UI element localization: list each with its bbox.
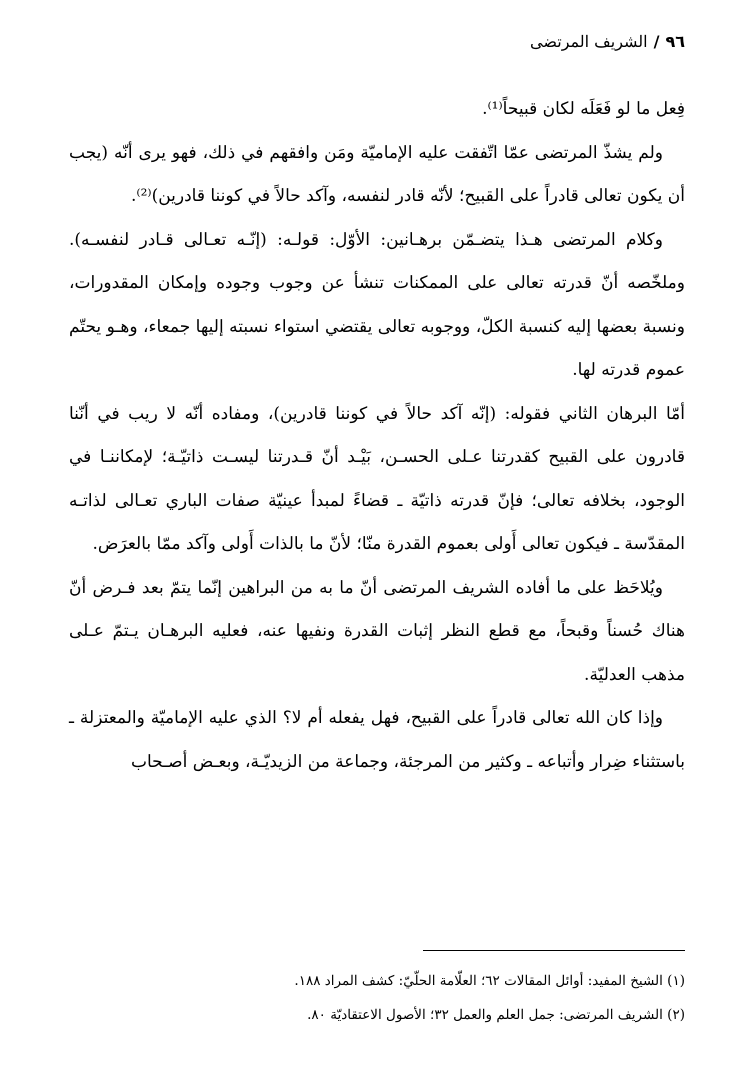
running-header: [530, 30, 685, 54]
running-title: الشريف المرتضى: [530, 32, 648, 51]
footnote-divider: [423, 950, 685, 951]
footnote-1: (١) الشيخ المفيد: أوائل المقالات ٦٢؛ العلّامة الحلّيّ: كشف المراد ١٨٨.: [294, 973, 685, 989]
footnotes: [69, 964, 685, 1032]
footnote-2: (٢) الشريف المرتضى: جمل العلم والعمل ٣٢؛ الأصول الاعتقاديّة ٨٠.: [307, 1007, 685, 1023]
paragraph: ويُلاحَظ على ما أفاده الشريف المرتضى أنّ ما به من البراهين إنّما يتمّ بعد فـرض أنّ هناك حُسناً وقبحاً، مع قطع النظر إثبات القدرة ونفيها عنه، فعليه البرهـان يـتمّ عـلى مذهب العدليّة.: [69, 577, 685, 685]
body-text: [69, 88, 685, 784]
paragraph: وإذا كان الله تعالى قادراً على القبيح، فهل يفعله أم لا؟ الذي عليه الإماميّة والمعتزلة ـ باستثناء ضِرار وأتباعه ـ وكثير من المرجئة، وجماعة من الزيديّـة، وبعـض أصـحاب: [69, 708, 685, 772]
header-separator: /: [653, 32, 660, 51]
page-number: ٩٦: [665, 32, 685, 51]
paragraph-continuation: فِعل ما لو فَعَلَه لكان قبيحاً⁽¹⁾.: [482, 99, 685, 119]
paragraph: وكلام المرتضى هـذا يتضـمّن برهـانين: الأوّل: قولـه: (إنّـه تعـالى قـادر لنفسـه). وملخّصه أنّ قدرته تعالى على الممكنات تنشأ عن وجوب وجوده وإمكان المقدورات، ونسبة بعضها إليه كنسبة الكلّ، ووجوبه تعالى يقتضي استواء نسبته إليها جمعاء، وهـو يحتّم عموم قدرته لها.: [69, 229, 685, 380]
paragraph: أمّا البرهان الثاني فقوله: (إنّه آكد حالاً في كوننا قادرين)، ومفاده أنّه لا ريب في أنّنا قادرون على القبيح كقدرتنا عـلى الحسـن، بَيْـد أنّ قـدرتنا ليسـت ذاتيّـة؛ لإمكاننـا في الوجود، بخلافه تعالى؛ فإنّ قدرته ذاتيّة ـ قضاءً لمبدأ عينيّة صفات الباري تعـالى لذاتـه المقدّسة ـ فيكون تعالى أَولى بعموم القدرة منّا؛ لأنّ ما بالذات أَولى وآكد ممّا بالعرَض.: [69, 403, 685, 554]
paragraph: ولم يشذّ المرتضى عمّا اتّفقت عليه الإماميّة ومَن وافقهم في ذلك، فهو يرى أنّه (يجب أن يكون تعالى قادراً على القبيح؛ لأنّه قادر لنفسه، وآكد حالاً في كوننا قادرين)⁽²⁾.: [69, 142, 685, 206]
